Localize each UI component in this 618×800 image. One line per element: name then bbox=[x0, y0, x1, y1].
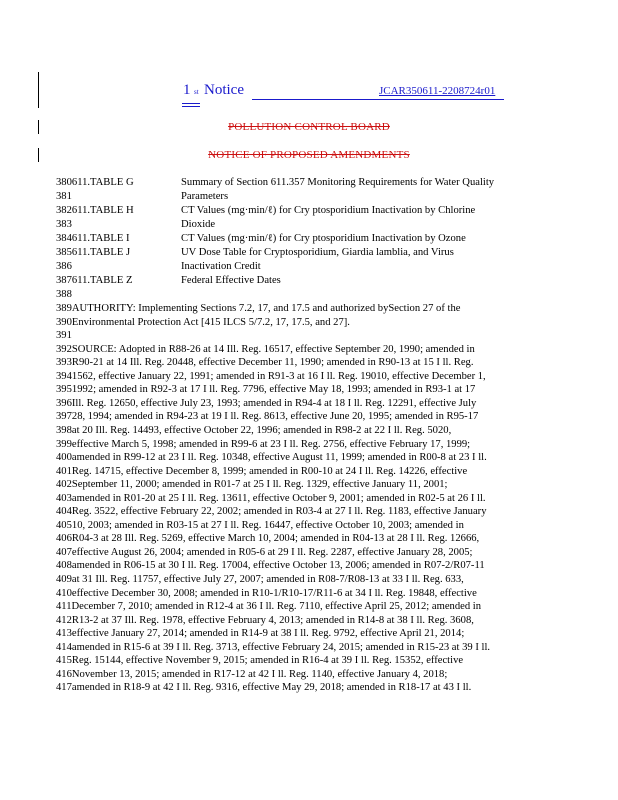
header-underline bbox=[252, 99, 504, 100]
body-line: 417amended in R18-9 at 42 I ll. Reg. 9316, effective May 29, 2018; amended in R18-17 at 43 I ll. bbox=[56, 682, 472, 694]
table-row-label: 387611.TABLE Z bbox=[56, 275, 133, 286]
table-row-description: Federal Effective Dates bbox=[181, 275, 281, 286]
body-line: 39728, 1994; amended in R94-23 at 19 I ll. Reg. 8613, effective June 20, 1995; amended in R95-17 bbox=[56, 411, 479, 423]
table-row-label: 383 bbox=[56, 219, 72, 230]
body-line: 409at 31 Ill. Reg. 11757, effective July 27, 2007; amended in R08-7/R08-13 at 33 I ll. Reg. 633, bbox=[56, 574, 464, 585]
jcar-code: JCAR350611-2208724r01 bbox=[379, 85, 496, 97]
notice-header bbox=[183, 84, 523, 100]
body-line: 413effective January 27, 2014; amended in R14-9 at 38 I ll. Reg. 9792, effective April 21, 2014; bbox=[56, 628, 465, 640]
table-row-label: 380611.TABLE G bbox=[56, 177, 134, 188]
double-underline bbox=[182, 103, 200, 104]
body-line: 416November 13, 2015; amended in R17-12 at 42 I ll. Reg. 1140, effective January 4, 2018; bbox=[56, 668, 448, 680]
board-title: POLLUTION CONTROL BOARD bbox=[228, 121, 390, 133]
body-line: 393R90-21 at 14 Ill. Reg. 20448, effective December 11, 1990; amended in R90-13 at 15 I ll. Reg. bbox=[56, 357, 474, 369]
body-line: 412R13-2 at 37 Ill. Reg. 1978, effective February 4, 2013; amended in R14-8 at 38 I ll. Reg. 3608, bbox=[56, 614, 474, 626]
body-line: 406R04-3 at 28 Ill. Reg. 5269, effective March 10, 2004; amended in R04-13 at 28 I ll. Reg. 12666, bbox=[56, 533, 480, 545]
table-row-label: 384611.TABLE I bbox=[56, 233, 130, 244]
body-line: 403amended in R01-20 at 25 I ll. Reg. 13611, effective October 9, 2001; amended in R02-5 at 26 I ll. bbox=[56, 492, 486, 504]
body-line: 390Environmental Protection Act [415 ILCS 5/7.2, 17, 17.5, and 27]. bbox=[56, 316, 350, 328]
body-line: 414amended in R15-6 at 39 I ll. Reg. 3713, effective February 24, 2015; amended in R15-23 at 39 I ll. bbox=[56, 641, 491, 653]
body-line: 408amended in R06-15 at 30 I ll. Reg. 17004, effective October 13, 2006; amended in R07-2/R07-11 bbox=[56, 560, 485, 572]
table-row-description: Inactivation Credit bbox=[181, 261, 261, 272]
table-row-description: Parameters bbox=[181, 191, 229, 202]
table-row-description: CT Values (mg·min/ℓ) for Cry ptosporidium Inactivation by Ozone bbox=[181, 233, 466, 244]
table-row-description: UV Dose Table for Cryptosporidium, Giardia lamblia, and Virus bbox=[181, 247, 454, 258]
table-row-label: 386 bbox=[56, 261, 72, 272]
table-row-label: 388 bbox=[56, 289, 72, 300]
body-line: 400amended in R99-12 at 23 I ll. Reg. 10348, effective August 11, 1999; amended in R00-8 at 23 I ll. bbox=[56, 452, 487, 464]
body-line: 401Reg. 14715, effective December 8, 1999; amended in R00-10 at 24 I ll. Reg. 14226, effective bbox=[56, 465, 468, 477]
body-line: 392SOURCE: Adopted in R88-26 at 14 Ill. Reg. 16517, effective September 20, 1990; amended in bbox=[56, 343, 475, 355]
table-row-label: 381 bbox=[56, 191, 72, 202]
table-row-label: 385611.TABLE J bbox=[56, 247, 131, 258]
table-row-description: Dioxide bbox=[181, 219, 216, 230]
body-line: 3941562, effective January 22, 1991; amended in R91-3 at 16 I ll. Reg. 19010, effective December 1, bbox=[56, 370, 486, 382]
body-line: 407effective August 26, 2004; amended in R05-6 at 29 I ll. Reg. 2287, effective January 28, 2005; bbox=[56, 546, 473, 558]
change-bar bbox=[38, 72, 39, 108]
notice-number-suffix: st bbox=[194, 88, 199, 96]
body-line: 396Ill. Reg. 12650, effective July 23, 1993; amended in R94-4 at 18 I ll. Reg. 12291, effective July bbox=[56, 397, 477, 409]
body-line: 404Reg. 3522, effective February 22, 2002; amended in R03-4 at 27 I ll. Reg. 1183, effective January bbox=[56, 506, 487, 518]
body-line: 402September 11, 2000; amended in R01-7 at 25 I ll. Reg. 1329, effective January 11, 2001; bbox=[56, 479, 448, 491]
body-line: 410effective December 30, 2008; amended in R10-1/R10-17/R11-6 at 34 I ll. Reg. 19848, effective bbox=[56, 587, 477, 599]
body-line: 391 bbox=[56, 330, 72, 342]
body-line: 398at 20 Ill. Reg. 14493, effective October 22, 1996; amended in R98-2 at 22 I ll. Reg. 5020, bbox=[56, 424, 452, 436]
notice-number: 1 bbox=[183, 82, 191, 98]
table-row-description: Summary of Section 611.357 Monitoring Requirements for Water Quality bbox=[181, 177, 495, 188]
body-line: 411December 7, 2010; amended in R12-4 at 36 I ll. Reg. 7110, effective April 25, 2012; amended in bbox=[56, 601, 482, 613]
notice-title: NOTICE OF PROPOSED AMENDMENTS bbox=[208, 149, 410, 161]
body-line: 415Reg. 15144, effective November 9, 2015; amended in R16-4 at 39 I ll. Reg. 15352, effective bbox=[56, 655, 464, 667]
table-row-description: CT Values (mg·min/ℓ) for Cry ptosporidium Inactivation by Chlorine bbox=[181, 205, 476, 216]
body-line: 389AUTHORITY: Implementing Sections 7.2, 17, and 17.5 and authorized bySection 27 of the bbox=[56, 303, 461, 314]
table-row-label: 382611.TABLE H bbox=[56, 205, 134, 216]
notice-label: Notice bbox=[204, 82, 244, 98]
body-line: 3951992; amended in R92-3 at 17 I ll. Reg. 7796, effective May 18, 1993; amended in R93-1 at 17 bbox=[56, 384, 476, 396]
body-line: 40510, 2003; amended in R03-15 at 27 I ll. Reg. 16447, effective October 10, 2003; amended in bbox=[56, 519, 464, 531]
body-line: 399effective March 5, 1998; amended in R99-6 at 23 I ll. Reg. 2756, effective February 17, 1999; bbox=[56, 438, 471, 450]
double-underline bbox=[182, 106, 200, 107]
